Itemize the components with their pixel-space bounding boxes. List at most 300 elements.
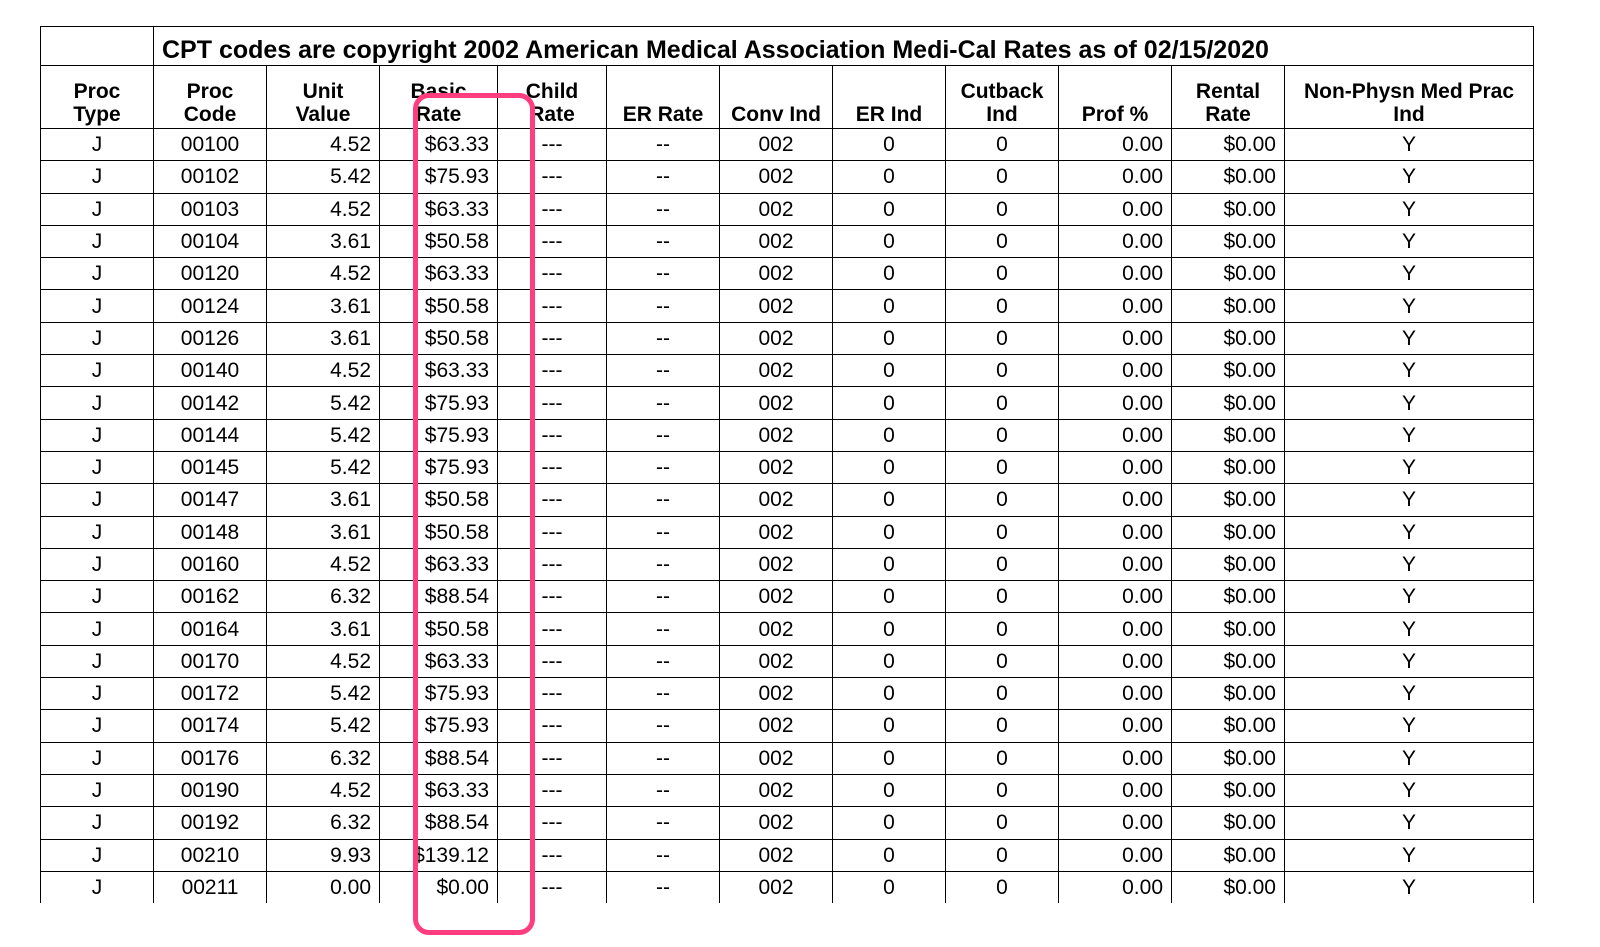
header-conv-ind: Conv Ind xyxy=(720,66,833,129)
cell-proc-code: 00102 xyxy=(154,161,267,193)
cell-cutback-ind: 0 xyxy=(946,516,1059,548)
cell-prof-pct: 0.00 xyxy=(1059,225,1172,257)
cell-basic-rate: $63.33 xyxy=(380,548,498,580)
cell-proc-type: J xyxy=(41,807,154,839)
cell-rental-rate: $0.00 xyxy=(1172,581,1285,613)
cell-basic-rate: $63.33 xyxy=(380,355,498,387)
cell-child-rate: --- xyxy=(498,161,607,193)
header-er-rate: ER Rate xyxy=(607,66,720,129)
cell-prof-pct: 0.00 xyxy=(1059,290,1172,322)
rates-table xyxy=(40,26,1534,903)
cell-proc-type: J xyxy=(41,839,154,871)
cell-conv-ind: 002 xyxy=(720,581,833,613)
cell-unit-value: 4.52 xyxy=(267,355,380,387)
cell-basic-rate: $88.54 xyxy=(380,807,498,839)
cell-rental-rate: $0.00 xyxy=(1172,710,1285,742)
cell-er-rate: -- xyxy=(607,871,720,903)
cell-er-rate: -- xyxy=(607,710,720,742)
cell-er-ind: 0 xyxy=(833,322,946,354)
cell-prof-pct: 0.00 xyxy=(1059,451,1172,483)
cell-prof-pct: 0.00 xyxy=(1059,516,1172,548)
cell-unit-value: 6.32 xyxy=(267,807,380,839)
cell-er-ind: 0 xyxy=(833,193,946,225)
cell-conv-ind: 002 xyxy=(720,290,833,322)
cell-proc-code: 00144 xyxy=(154,419,267,451)
cell-er-ind: 0 xyxy=(833,290,946,322)
cell-rental-rate: $0.00 xyxy=(1172,548,1285,580)
cell-cutback-ind: 0 xyxy=(946,419,1059,451)
cell-non-physn-med-prac-ind: Y xyxy=(1285,161,1534,193)
table-row xyxy=(41,258,1534,290)
cell-basic-rate: $75.93 xyxy=(380,161,498,193)
cell-proc-code: 00190 xyxy=(154,774,267,806)
cell-conv-ind: 002 xyxy=(720,871,833,903)
cell-basic-rate: $88.54 xyxy=(380,581,498,613)
cell-proc-type: J xyxy=(41,678,154,710)
table-row xyxy=(41,613,1534,645)
cell-basic-rate: $50.58 xyxy=(380,516,498,548)
cell-cutback-ind: 0 xyxy=(946,839,1059,871)
cell-proc-code: 00100 xyxy=(154,129,267,161)
cell-cutback-ind: 0 xyxy=(946,645,1059,677)
cell-prof-pct: 0.00 xyxy=(1059,742,1172,774)
cell-child-rate: --- xyxy=(498,290,607,322)
cell-er-ind: 0 xyxy=(833,161,946,193)
cell-er-rate: -- xyxy=(607,322,720,354)
cell-conv-ind: 002 xyxy=(720,161,833,193)
table-row xyxy=(41,581,1534,613)
cell-cutback-ind: 0 xyxy=(946,484,1059,516)
cell-unit-value: 3.61 xyxy=(267,322,380,354)
cell-cutback-ind: 0 xyxy=(946,193,1059,225)
cell-child-rate: --- xyxy=(498,807,607,839)
cell-unit-value: 4.52 xyxy=(267,129,380,161)
cell-proc-type: J xyxy=(41,258,154,290)
cell-er-rate: -- xyxy=(607,678,720,710)
cell-proc-code: 00172 xyxy=(154,678,267,710)
cell-er-rate: -- xyxy=(607,258,720,290)
cell-rental-rate: $0.00 xyxy=(1172,678,1285,710)
cell-cutback-ind: 0 xyxy=(946,678,1059,710)
cell-non-physn-med-prac-ind: Y xyxy=(1285,613,1534,645)
cell-proc-code: 00142 xyxy=(154,387,267,419)
cell-er-ind: 0 xyxy=(833,419,946,451)
table-row xyxy=(41,678,1534,710)
cell-prof-pct: 0.00 xyxy=(1059,161,1172,193)
cell-rental-rate: $0.00 xyxy=(1172,742,1285,774)
cell-er-rate: -- xyxy=(607,581,720,613)
header-cutback-ind: Cutback Ind xyxy=(946,66,1059,129)
cell-unit-value: 5.42 xyxy=(267,161,380,193)
cell-unit-value: 0.00 xyxy=(267,871,380,903)
cell-non-physn-med-prac-ind: Y xyxy=(1285,355,1534,387)
cell-unit-value: 6.32 xyxy=(267,742,380,774)
cell-child-rate: --- xyxy=(498,193,607,225)
cell-er-ind: 0 xyxy=(833,484,946,516)
cell-proc-code: 00170 xyxy=(154,645,267,677)
cell-child-rate: --- xyxy=(498,129,607,161)
table-row xyxy=(41,355,1534,387)
cell-child-rate: --- xyxy=(498,419,607,451)
header-child-rate: Child Rate xyxy=(498,66,607,129)
cell-conv-ind: 002 xyxy=(720,387,833,419)
cell-er-ind: 0 xyxy=(833,129,946,161)
cell-proc-type: J xyxy=(41,645,154,677)
cell-rental-rate: $0.00 xyxy=(1172,451,1285,483)
table-row xyxy=(41,225,1534,257)
cell-er-ind: 0 xyxy=(833,387,946,419)
cell-er-rate: -- xyxy=(607,613,720,645)
cell-non-physn-med-prac-ind: Y xyxy=(1285,290,1534,322)
cell-conv-ind: 002 xyxy=(720,322,833,354)
cell-non-physn-med-prac-ind: Y xyxy=(1285,678,1534,710)
cell-cutback-ind: 0 xyxy=(946,451,1059,483)
cell-er-ind: 0 xyxy=(833,581,946,613)
header-prof-pct: Prof % xyxy=(1059,66,1172,129)
cell-er-ind: 0 xyxy=(833,548,946,580)
cell-basic-rate: $50.58 xyxy=(380,225,498,257)
cell-proc-type: J xyxy=(41,710,154,742)
cell-child-rate: --- xyxy=(498,742,607,774)
cell-proc-code: 00211 xyxy=(154,871,267,903)
header-proc-code: Proc Code xyxy=(154,66,267,129)
cell-proc-type: J xyxy=(41,742,154,774)
cell-proc-code: 00164 xyxy=(154,613,267,645)
cell-unit-value: 3.61 xyxy=(267,290,380,322)
cell-conv-ind: 002 xyxy=(720,548,833,580)
cell-rental-rate: $0.00 xyxy=(1172,807,1285,839)
cell-unit-value: 3.61 xyxy=(267,516,380,548)
cell-cutback-ind: 0 xyxy=(946,258,1059,290)
cell-prof-pct: 0.00 xyxy=(1059,322,1172,354)
cell-basic-rate: $75.93 xyxy=(380,419,498,451)
cell-child-rate: --- xyxy=(498,645,607,677)
cell-er-rate: -- xyxy=(607,419,720,451)
cell-basic-rate: $50.58 xyxy=(380,322,498,354)
cell-prof-pct: 0.00 xyxy=(1059,581,1172,613)
cell-non-physn-med-prac-ind: Y xyxy=(1285,387,1534,419)
cell-er-ind: 0 xyxy=(833,225,946,257)
cell-conv-ind: 002 xyxy=(720,516,833,548)
cell-prof-pct: 0.00 xyxy=(1059,645,1172,677)
cell-non-physn-med-prac-ind: Y xyxy=(1285,225,1534,257)
cell-child-rate: --- xyxy=(498,516,607,548)
cell-rental-rate: $0.00 xyxy=(1172,161,1285,193)
cell-child-rate: --- xyxy=(498,484,607,516)
cell-cutback-ind: 0 xyxy=(946,548,1059,580)
cell-conv-ind: 002 xyxy=(720,355,833,387)
cell-er-rate: -- xyxy=(607,807,720,839)
cell-basic-rate: $88.54 xyxy=(380,742,498,774)
cell-prof-pct: 0.00 xyxy=(1059,807,1172,839)
cell-proc-code: 00104 xyxy=(154,225,267,257)
cell-conv-ind: 002 xyxy=(720,193,833,225)
cell-er-ind: 0 xyxy=(833,451,946,483)
cell-rental-rate: $0.00 xyxy=(1172,484,1285,516)
cell-prof-pct: 0.00 xyxy=(1059,193,1172,225)
cell-er-rate: -- xyxy=(607,225,720,257)
cell-child-rate: --- xyxy=(498,871,607,903)
cell-er-rate: -- xyxy=(607,290,720,322)
cell-er-ind: 0 xyxy=(833,839,946,871)
cell-child-rate: --- xyxy=(498,258,607,290)
cell-cutback-ind: 0 xyxy=(946,225,1059,257)
table-row xyxy=(41,807,1534,839)
cell-prof-pct: 0.00 xyxy=(1059,613,1172,645)
cell-basic-rate: $63.33 xyxy=(380,193,498,225)
cell-rental-rate: $0.00 xyxy=(1172,774,1285,806)
cell-unit-value: 3.61 xyxy=(267,484,380,516)
table-row xyxy=(41,322,1534,354)
cell-non-physn-med-prac-ind: Y xyxy=(1285,516,1534,548)
cell-unit-value: 9.93 xyxy=(267,839,380,871)
cell-proc-code: 00103 xyxy=(154,193,267,225)
cell-cutback-ind: 0 xyxy=(946,290,1059,322)
cell-child-rate: --- xyxy=(498,710,607,742)
cell-unit-value: 4.52 xyxy=(267,645,380,677)
cell-child-rate: --- xyxy=(498,322,607,354)
cell-proc-type: J xyxy=(41,774,154,806)
table-row xyxy=(41,129,1534,161)
cell-conv-ind: 002 xyxy=(720,645,833,677)
cell-child-rate: --- xyxy=(498,581,607,613)
cell-prof-pct: 0.00 xyxy=(1059,871,1172,903)
cell-child-rate: --- xyxy=(498,451,607,483)
header-er-ind: ER Ind xyxy=(833,66,946,129)
cell-non-physn-med-prac-ind: Y xyxy=(1285,451,1534,483)
cell-prof-pct: 0.00 xyxy=(1059,419,1172,451)
cell-proc-code: 00174 xyxy=(154,710,267,742)
cell-prof-pct: 0.00 xyxy=(1059,839,1172,871)
rates-sheet xyxy=(40,26,1531,903)
cell-basic-rate: $75.93 xyxy=(380,387,498,419)
cell-unit-value: 4.52 xyxy=(267,258,380,290)
cell-basic-rate: $63.33 xyxy=(380,774,498,806)
cell-conv-ind: 002 xyxy=(720,774,833,806)
cell-child-rate: --- xyxy=(498,225,607,257)
cell-cutback-ind: 0 xyxy=(946,322,1059,354)
cell-child-rate: --- xyxy=(498,774,607,806)
cell-basic-rate: $0.00 xyxy=(380,871,498,903)
cell-cutback-ind: 0 xyxy=(946,129,1059,161)
cell-rental-rate: $0.00 xyxy=(1172,645,1285,677)
cell-proc-type: J xyxy=(41,613,154,645)
cell-cutback-ind: 0 xyxy=(946,581,1059,613)
cell-proc-type: J xyxy=(41,161,154,193)
cell-non-physn-med-prac-ind: Y xyxy=(1285,581,1534,613)
cell-unit-value: 3.61 xyxy=(267,613,380,645)
cell-prof-pct: 0.00 xyxy=(1059,355,1172,387)
table-row xyxy=(41,839,1534,871)
cell-basic-rate: $63.33 xyxy=(380,645,498,677)
cell-er-rate: -- xyxy=(607,129,720,161)
cell-conv-ind: 002 xyxy=(720,839,833,871)
cell-er-rate: -- xyxy=(607,355,720,387)
title-blank-cell xyxy=(41,27,154,66)
cell-prof-pct: 0.00 xyxy=(1059,678,1172,710)
cell-basic-rate: $63.33 xyxy=(380,258,498,290)
table-row xyxy=(41,387,1534,419)
cell-er-rate: -- xyxy=(607,548,720,580)
cell-er-ind: 0 xyxy=(833,807,946,839)
cell-proc-code: 00126 xyxy=(154,322,267,354)
cell-er-ind: 0 xyxy=(833,710,946,742)
title-row xyxy=(41,27,1534,66)
cell-er-ind: 0 xyxy=(833,645,946,677)
cell-basic-rate: $50.58 xyxy=(380,613,498,645)
cell-conv-ind: 002 xyxy=(720,484,833,516)
cell-proc-type: J xyxy=(41,451,154,483)
cell-conv-ind: 002 xyxy=(720,678,833,710)
table-row xyxy=(41,419,1534,451)
cell-prof-pct: 0.00 xyxy=(1059,258,1172,290)
cell-child-rate: --- xyxy=(498,839,607,871)
cell-prof-pct: 0.00 xyxy=(1059,548,1172,580)
cell-er-ind: 0 xyxy=(833,871,946,903)
cell-child-rate: --- xyxy=(498,678,607,710)
cell-rental-rate: $0.00 xyxy=(1172,387,1285,419)
cell-basic-rate: $50.58 xyxy=(380,290,498,322)
cell-cutback-ind: 0 xyxy=(946,871,1059,903)
table-row xyxy=(41,742,1534,774)
cell-proc-type: J xyxy=(41,871,154,903)
cell-conv-ind: 002 xyxy=(720,225,833,257)
cell-unit-value: 5.42 xyxy=(267,678,380,710)
cell-cutback-ind: 0 xyxy=(946,161,1059,193)
cell-basic-rate: $139.12 xyxy=(380,839,498,871)
cell-child-rate: --- xyxy=(498,548,607,580)
cell-proc-code: 00148 xyxy=(154,516,267,548)
cell-rental-rate: $0.00 xyxy=(1172,258,1285,290)
cell-unit-value: 4.52 xyxy=(267,193,380,225)
cell-conv-ind: 002 xyxy=(720,742,833,774)
cell-rental-rate: $0.00 xyxy=(1172,839,1285,871)
cell-proc-type: J xyxy=(41,193,154,225)
cell-proc-type: J xyxy=(41,129,154,161)
table-row xyxy=(41,161,1534,193)
cell-proc-code: 00120 xyxy=(154,258,267,290)
cell-er-rate: -- xyxy=(607,839,720,871)
header-non-physn-med-prac-ind: Non-Physn Med Prac Ind xyxy=(1285,66,1534,129)
cell-rental-rate: $0.00 xyxy=(1172,516,1285,548)
cell-rental-rate: $0.00 xyxy=(1172,355,1285,387)
cell-er-ind: 0 xyxy=(833,516,946,548)
cell-basic-rate: $75.93 xyxy=(380,451,498,483)
cell-rental-rate: $0.00 xyxy=(1172,225,1285,257)
cell-er-ind: 0 xyxy=(833,742,946,774)
cell-er-ind: 0 xyxy=(833,355,946,387)
cell-basic-rate: $63.33 xyxy=(380,129,498,161)
cell-er-rate: -- xyxy=(607,387,720,419)
cell-proc-type: J xyxy=(41,355,154,387)
header-proc-type: Proc Type xyxy=(41,66,154,129)
cell-proc-code: 00145 xyxy=(154,451,267,483)
cell-non-physn-med-prac-ind: Y xyxy=(1285,322,1534,354)
cell-basic-rate: $75.93 xyxy=(380,678,498,710)
cell-proc-type: J xyxy=(41,322,154,354)
cell-er-rate: -- xyxy=(607,516,720,548)
cell-unit-value: 5.42 xyxy=(267,419,380,451)
cell-cutback-ind: 0 xyxy=(946,807,1059,839)
cell-proc-type: J xyxy=(41,387,154,419)
cell-prof-pct: 0.00 xyxy=(1059,387,1172,419)
cell-basic-rate: $75.93 xyxy=(380,710,498,742)
cell-rental-rate: $0.00 xyxy=(1172,290,1285,322)
cell-conv-ind: 002 xyxy=(720,258,833,290)
cell-basic-rate: $50.58 xyxy=(380,484,498,516)
cell-child-rate: --- xyxy=(498,387,607,419)
cell-proc-type: J xyxy=(41,516,154,548)
cell-er-rate: -- xyxy=(607,645,720,677)
cell-rental-rate: $0.00 xyxy=(1172,322,1285,354)
cell-unit-value: 5.42 xyxy=(267,710,380,742)
cell-non-physn-med-prac-ind: Y xyxy=(1285,839,1534,871)
cell-unit-value: 4.52 xyxy=(267,774,380,806)
cell-rental-rate: $0.00 xyxy=(1172,871,1285,903)
cell-cutback-ind: 0 xyxy=(946,710,1059,742)
table-row xyxy=(41,774,1534,806)
cell-child-rate: --- xyxy=(498,613,607,645)
cell-rental-rate: $0.00 xyxy=(1172,193,1285,225)
cell-proc-type: J xyxy=(41,225,154,257)
cell-unit-value: 5.42 xyxy=(267,451,380,483)
cell-proc-code: 00176 xyxy=(154,742,267,774)
cell-unit-value: 5.42 xyxy=(267,387,380,419)
cell-proc-code: 00140 xyxy=(154,355,267,387)
table-row xyxy=(41,451,1534,483)
cell-cutback-ind: 0 xyxy=(946,387,1059,419)
cell-unit-value: 4.52 xyxy=(267,548,380,580)
cell-rental-rate: $0.00 xyxy=(1172,419,1285,451)
cell-proc-type: J xyxy=(41,419,154,451)
cell-prof-pct: 0.00 xyxy=(1059,129,1172,161)
cell-rental-rate: $0.00 xyxy=(1172,613,1285,645)
cell-non-physn-med-prac-ind: Y xyxy=(1285,484,1534,516)
table-row xyxy=(41,290,1534,322)
table-row xyxy=(41,645,1534,677)
cell-prof-pct: 0.00 xyxy=(1059,484,1172,516)
cell-non-physn-med-prac-ind: Y xyxy=(1285,258,1534,290)
cell-conv-ind: 002 xyxy=(720,807,833,839)
cell-proc-code: 00210 xyxy=(154,839,267,871)
cell-non-physn-med-prac-ind: Y xyxy=(1285,774,1534,806)
cell-er-ind: 0 xyxy=(833,678,946,710)
cell-conv-ind: 002 xyxy=(720,613,833,645)
cell-proc-code: 00162 xyxy=(154,581,267,613)
cell-non-physn-med-prac-ind: Y xyxy=(1285,742,1534,774)
cell-child-rate: --- xyxy=(498,355,607,387)
cell-conv-ind: 002 xyxy=(720,419,833,451)
cell-cutback-ind: 0 xyxy=(946,742,1059,774)
table-row xyxy=(41,710,1534,742)
sheet-title: CPT codes are copyright 2002 American Medical Association Medi-Cal Rates as of 02/15/2020 xyxy=(154,27,1534,66)
cell-non-physn-med-prac-ind: Y xyxy=(1285,193,1534,225)
cell-non-physn-med-prac-ind: Y xyxy=(1285,548,1534,580)
cell-non-physn-med-prac-ind: Y xyxy=(1285,129,1534,161)
table-row xyxy=(41,871,1534,903)
cell-er-ind: 0 xyxy=(833,613,946,645)
cell-unit-value: 3.61 xyxy=(267,225,380,257)
cell-proc-type: J xyxy=(41,484,154,516)
cell-er-rate: -- xyxy=(607,774,720,806)
cell-non-physn-med-prac-ind: Y xyxy=(1285,419,1534,451)
cell-non-physn-med-prac-ind: Y xyxy=(1285,710,1534,742)
cell-prof-pct: 0.00 xyxy=(1059,774,1172,806)
table-row xyxy=(41,516,1534,548)
cell-unit-value: 6.32 xyxy=(267,581,380,613)
cell-er-rate: -- xyxy=(607,742,720,774)
cell-er-ind: 0 xyxy=(833,258,946,290)
